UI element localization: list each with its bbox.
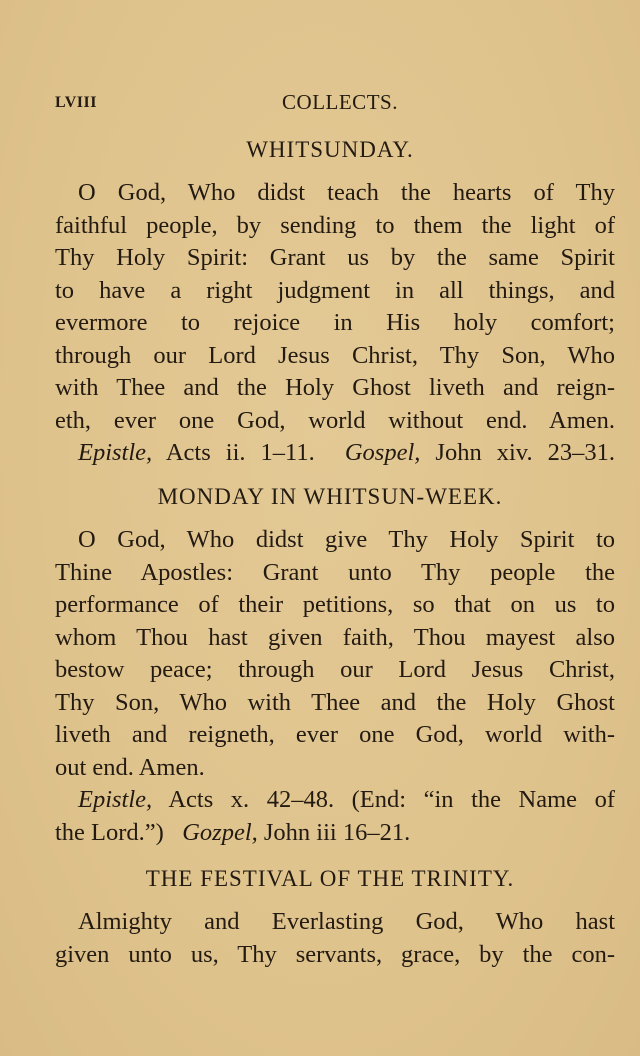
collect-line: whom Thou hast given faith, Thou mayest also: [55, 623, 615, 651]
epistle-label: Epistle,: [78, 786, 153, 813]
readings-line: [55, 437, 615, 470]
collect-monday-whitsun-week: [55, 524, 615, 849]
collect-line: Thy Holy Spirit: Grant us by the same Spirit: [55, 244, 615, 271]
epistle-label: Epistle,: [78, 439, 153, 466]
readings-line: [55, 784, 615, 817]
readings-line: [55, 817, 615, 850]
running-title: COLLECTS.: [282, 90, 398, 114]
page-number: LVIII: [55, 94, 97, 111]
collect-line: given unto us, Thy servants, grace, by the con-: [55, 940, 615, 968]
gospel-label: Gozpel,: [182, 818, 258, 846]
section-heading-festival-trinity: THE FESTIVAL OF THE TRINITY.: [145, 866, 515, 891]
section-heading-whitsunday: WHITSUNDAY.: [246, 137, 414, 162]
gospel-ref: John xiv. 23–31.: [420, 439, 615, 466]
section-heading-monday-whitsun-week: MONDAY IN WHITSUN-WEEK.: [157, 484, 503, 509]
collect-festival-trinity: [55, 906, 615, 971]
collect-line: O God, Who didst give Thy Holy Spirit to: [78, 526, 615, 553]
collect-line: Thy Son, Who with Thee and the Holy Ghost: [55, 688, 615, 716]
epistle-ref: Acts ii. 1–11.: [152, 439, 315, 466]
collect-line: bestow peace; through our Lord Jesus Christ,: [55, 656, 615, 683]
readings-continuation: the Lord.”): [55, 818, 164, 846]
collect-line: performance of their petitions, so that on us to: [55, 591, 615, 618]
collect-line: with Thee and the Holy Ghost liveth and reign-: [55, 374, 615, 401]
collect-line: Thine Apostles: Grant unto Thy people the: [55, 558, 615, 586]
running-head: [55, 90, 615, 120]
collect-line: liveth and reigneth, ever one God, world with-: [55, 721, 615, 748]
collect-line: O God, Who didst teach the hearts of Thy: [78, 179, 615, 206]
collect-line: faithful people, by sending to them the light of: [55, 211, 615, 239]
collect-whitsunday: [55, 177, 615, 470]
collect-line: evermore to rejoice in His holy comfort;: [55, 309, 615, 336]
collect-line: Almighty and Everlasting God, Who hast: [78, 908, 615, 935]
collect-line: through our Lord Jesus Christ, Thy Son, Who: [55, 341, 615, 369]
gospel-label: Gospel,: [344, 439, 421, 466]
gospel-ref: John iii 16–21.: [257, 818, 411, 846]
collect-line: to have a right judgment in all things, and: [55, 276, 615, 304]
collect-line: eth, ever one God, world without end. Amen.: [55, 406, 615, 434]
collect-line: out end. Amen.: [55, 753, 205, 781]
epistle-ref: Acts x. 42–48. (End: “in the Name of: [152, 786, 615, 813]
